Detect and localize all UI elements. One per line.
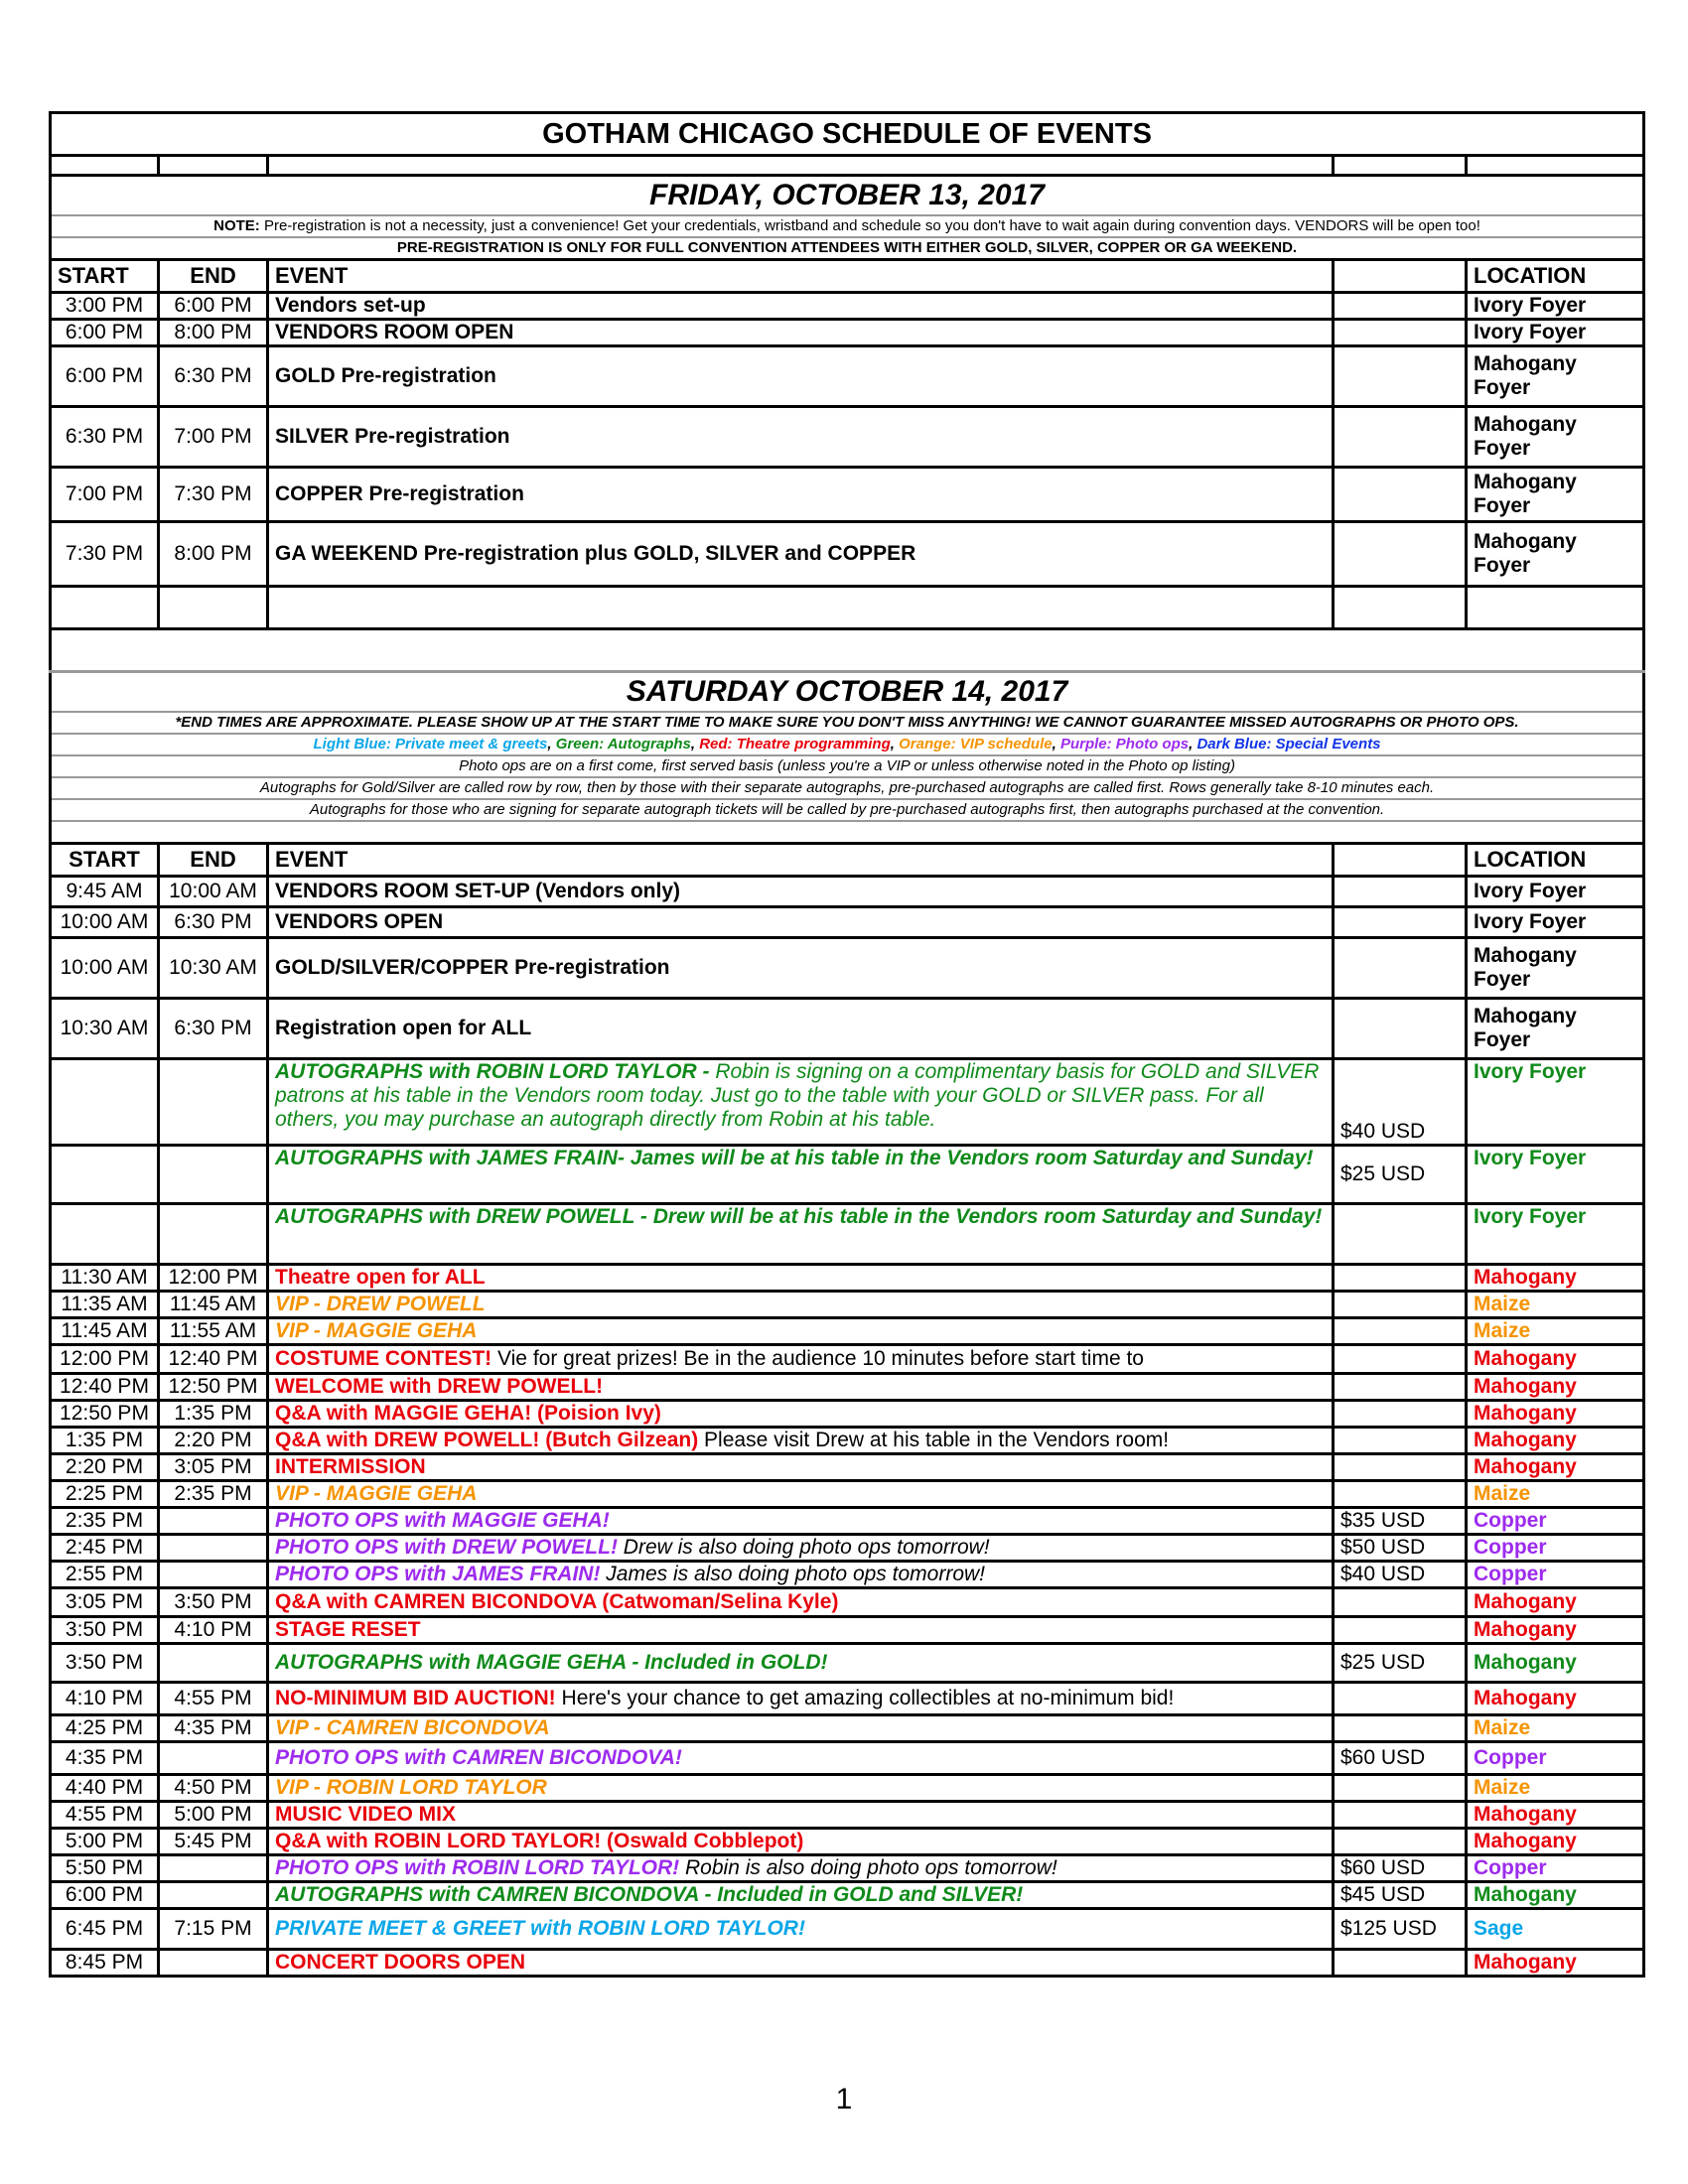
row-location: Ivory Foyer (1467, 1059, 1644, 1146)
row-start: 6:45 PM (51, 1909, 159, 1950)
row-event: GOLD Pre-registration (268, 346, 1334, 407)
row-price (1334, 522, 1467, 587)
legend-green: Green: Autographs (555, 736, 691, 752)
row-end (159, 1535, 268, 1562)
row-end: 6:30 PM (159, 999, 268, 1059)
row-event-detail: Vie for great prizes! Be in the audience 10 minutes before start time to (492, 1347, 1144, 1370)
row-event (268, 1345, 1334, 1374)
row-event: VIP - ROBIN LORD TAYLOR (268, 1775, 1334, 1802)
row-start: 2:25 PM (51, 1481, 159, 1508)
sat-col-price-header (1334, 844, 1467, 877)
row-event (268, 1855, 1334, 1882)
row-event (268, 1535, 1334, 1562)
saturday-note-1: *END TIMES ARE APPROXIMATE. PLEASE SHOW UP AT THE START TIME TO MAKE SURE YOU DON'T MISS ANYTHING! WE CANNOT GUARANTEE MISSED AUTOGRAPHS OR PHOTO OPS. (51, 712, 1644, 734)
row-price (1334, 293, 1467, 320)
row-location: Ivory Foyer (1467, 1204, 1644, 1265)
row-price: $25 USD (1334, 1146, 1467, 1204)
row-start: 11:45 AM (51, 1318, 159, 1345)
schedule-row (51, 1454, 1644, 1481)
row-event-lead: Q&A with DREW POWELL! (Butch Gilzean) (275, 1429, 699, 1451)
row-event: AUTOGRAPHS with JAMES FRAIN- James will be at his table in the Vendors room Saturday and Sunday! (268, 1146, 1334, 1204)
row-start: 11:35 AM (51, 1292, 159, 1318)
row-price (1334, 1265, 1467, 1292)
row-price: $50 USD (1334, 1535, 1467, 1562)
schedule-row (51, 1562, 1644, 1588)
row-start: 8:45 PM (51, 1950, 159, 1977)
row-end (159, 1204, 268, 1265)
row-end (159, 1882, 268, 1909)
row-price: $125 USD (1334, 1909, 1467, 1950)
row-event: Q&A with ROBIN LORD TAYLOR! (Oswald Cobblepot) (268, 1829, 1334, 1855)
row-start: 5:00 PM (51, 1829, 159, 1855)
schedule-row (51, 1950, 1644, 1977)
row-price (1334, 1683, 1467, 1715)
row-start: 10:00 AM (51, 938, 159, 999)
row-start: 4:25 PM (51, 1715, 159, 1742)
row-start: 6:30 PM (51, 407, 159, 468)
schedule-row (51, 320, 1644, 346)
row-location: Ivory Foyer (1467, 877, 1644, 907)
col-price-header (1334, 260, 1467, 293)
schedule-row (51, 1742, 1644, 1775)
row-event: COPPER Pre-registration (268, 468, 1334, 522)
row-end: 7:00 PM (159, 407, 268, 468)
row-start: 3:05 PM (51, 1588, 159, 1617)
saturday-note-3: Photo ops are on a first come, first served basis (unless you're a VIP or unless otherwise noted in the Photo op listing) (51, 755, 1644, 777)
row-event: Registration open for ALL (268, 999, 1334, 1059)
row-start: 1:35 PM (51, 1428, 159, 1454)
row-end: 4:55 PM (159, 1683, 268, 1715)
row-start: 2:45 PM (51, 1535, 159, 1562)
row-event: PHOTO OPS with MAGGIE GEHA! (268, 1508, 1334, 1535)
row-price (1334, 938, 1467, 999)
row-price (1334, 407, 1467, 468)
row-end: 11:55 AM (159, 1318, 268, 1345)
row-location: Ivory Foyer (1467, 1146, 1644, 1204)
row-end (159, 1855, 268, 1882)
row-start: 2:55 PM (51, 1562, 159, 1588)
schedule-row (51, 1204, 1644, 1265)
row-price: $40 USD (1334, 1562, 1467, 1588)
row-location: Maize (1467, 1292, 1644, 1318)
col-end-header: END (159, 260, 268, 293)
row-price: $60 USD (1334, 1742, 1467, 1775)
row-start: 7:30 PM (51, 522, 159, 587)
row-event-detail: Robin is also doing photo ops tomorrow! (679, 1856, 1057, 1879)
schedule-row (51, 1428, 1644, 1454)
row-location: Mahogany (1467, 1374, 1644, 1401)
row-end: 6:00 PM (159, 293, 268, 320)
row-price (1334, 1950, 1467, 1977)
schedule-row (51, 1775, 1644, 1802)
schedule-row (51, 1401, 1644, 1428)
schedule-row (51, 1715, 1644, 1742)
row-location: Mahogany (1467, 1802, 1644, 1829)
row-location: Copper (1467, 1855, 1644, 1882)
row-start: 5:50 PM (51, 1855, 159, 1882)
sat-col-start-header: START (51, 844, 159, 877)
row-event-detail: James is also doing photo ops tomorrow! (600, 1563, 985, 1585)
row-start: 4:10 PM (51, 1683, 159, 1715)
row-location: Mahogany Foyer (1467, 999, 1644, 1059)
schedule-row (51, 1882, 1644, 1909)
schedule-row (51, 1318, 1644, 1345)
schedule-row (51, 1146, 1644, 1204)
row-price (1334, 877, 1467, 907)
saturday-note-4: Autographs for Gold/Silver are called row by row, then by those with their separate autographs, pre-purchased autographs are called first. Rows generally take 8-10 minutes each. (51, 777, 1644, 799)
row-location: Mahogany (1467, 1882, 1644, 1909)
row-location: Mahogany Foyer (1467, 346, 1644, 407)
row-event: VENDORS ROOM SET-UP (Vendors only) (268, 877, 1334, 907)
row-price: $60 USD (1334, 1855, 1467, 1882)
schedule-row (51, 1059, 1644, 1146)
schedule-row (51, 1292, 1644, 1318)
row-end (159, 1562, 268, 1588)
row-location: Maize (1467, 1481, 1644, 1508)
row-location: Mahogany (1467, 1428, 1644, 1454)
row-event-detail: Robin is signing on a complimentary basis for GOLD and SILVER patrons at his table in the Vendors room today. Just go to the table with your GOLD or SILVER pass. For all others, you may purchase an autograph directly from Robin at his table. (275, 1060, 1320, 1131)
row-end: 6:30 PM (159, 907, 268, 938)
schedule-row (51, 1588, 1644, 1617)
row-start: 9:45 AM (51, 877, 159, 907)
legend-dark-blue: Dark Blue: Special Events (1196, 736, 1381, 752)
row-end: 2:35 PM (159, 1481, 268, 1508)
row-event: INTERMISSION (268, 1454, 1334, 1481)
row-price (1334, 1617, 1467, 1644)
row-end: 5:00 PM (159, 1802, 268, 1829)
schedule-row (51, 1481, 1644, 1508)
row-event: AUTOGRAPHS with DREW POWELL - Drew will be at his table in the Vendors room Saturday and Sunday! (268, 1204, 1334, 1265)
row-end (159, 1059, 268, 1146)
schedule-row (51, 1644, 1644, 1683)
sat-col-end-header: END (159, 844, 268, 877)
row-price (1334, 1318, 1467, 1345)
row-location: Ivory Foyer (1467, 293, 1644, 320)
row-event: VIP - MAGGIE GEHA (268, 1481, 1334, 1508)
row-end: 4:10 PM (159, 1617, 268, 1644)
row-location: Mahogany Foyer (1467, 938, 1644, 999)
row-event: AUTOGRAPHS with MAGGIE GEHA - Included in GOLD! (268, 1644, 1334, 1683)
row-start: 12:40 PM (51, 1374, 159, 1401)
row-price (1334, 1715, 1467, 1742)
schedule-row (51, 1345, 1644, 1374)
schedule-row (51, 999, 1644, 1059)
legend-red: Red: Theatre programming (699, 736, 891, 752)
row-start: 4:55 PM (51, 1802, 159, 1829)
row-start: 12:00 PM (51, 1345, 159, 1374)
row-event: VENDORS ROOM OPEN (268, 320, 1334, 346)
row-end: 12:50 PM (159, 1374, 268, 1401)
row-price (1334, 1345, 1467, 1374)
row-start: 6:00 PM (51, 320, 159, 346)
row-event-lead: PHOTO OPS with DREW POWELL! (275, 1536, 618, 1559)
row-price (1334, 1481, 1467, 1508)
schedule-row (51, 1802, 1644, 1829)
sat-col-event-header: EVENT (268, 844, 1334, 877)
row-location: Mahogany (1467, 1950, 1644, 1977)
row-end: 12:00 PM (159, 1265, 268, 1292)
row-location: Mahogany (1467, 1345, 1644, 1374)
row-price (1334, 1292, 1467, 1318)
row-event-lead: PHOTO OPS with ROBIN LORD TAYLOR! (275, 1856, 680, 1879)
row-end: 7:15 PM (159, 1909, 268, 1950)
row-location: Mahogany (1467, 1829, 1644, 1855)
row-end (159, 1508, 268, 1535)
row-location: Mahogany Foyer (1467, 468, 1644, 522)
row-price (1334, 1401, 1467, 1428)
row-end: 2:20 PM (159, 1428, 268, 1454)
row-price (1334, 468, 1467, 522)
row-end: 5:45 PM (159, 1829, 268, 1855)
row-location: Mahogany (1467, 1401, 1644, 1428)
row-event: Vendors set-up (268, 293, 1334, 320)
row-price (1334, 1775, 1467, 1802)
row-event: GA WEEKEND Pre-registration plus GOLD, SILVER and COPPER (268, 522, 1334, 587)
row-price: $45 USD (1334, 1882, 1467, 1909)
row-start: 10:30 AM (51, 999, 159, 1059)
col-start-header: START (51, 260, 159, 293)
row-location: Maize (1467, 1318, 1644, 1345)
row-end (159, 1950, 268, 1977)
row-start: 3:50 PM (51, 1617, 159, 1644)
schedule-row (51, 1909, 1644, 1950)
row-event-lead: COSTUME CONTEST! (275, 1347, 492, 1370)
row-event: Q&A with MAGGIE GEHA! (Poision Ivy) (268, 1401, 1334, 1428)
row-start: 10:00 AM (51, 907, 159, 938)
row-end: 3:50 PM (159, 1588, 268, 1617)
row-event (268, 1059, 1334, 1146)
row-end: 7:30 PM (159, 468, 268, 522)
row-price (1334, 907, 1467, 938)
row-start: 6:00 PM (51, 346, 159, 407)
row-event (268, 1562, 1334, 1588)
row-start: 2:20 PM (51, 1454, 159, 1481)
row-event: Q&A with CAMREN BICONDOVA (Catwoman/Selina Kyle) (268, 1588, 1334, 1617)
row-end: 8:00 PM (159, 522, 268, 587)
row-start: 4:40 PM (51, 1775, 159, 1802)
row-end: 4:50 PM (159, 1775, 268, 1802)
legend-light-blue: Light Blue: Private meet & greets (313, 736, 548, 752)
row-location: Mahogany Foyer (1467, 407, 1644, 468)
row-location: Mahogany (1467, 1265, 1644, 1292)
legend-purple: Purple: Photo ops (1059, 736, 1190, 752)
row-event: CONCERT DOORS OPEN (268, 1950, 1334, 1977)
row-start: 2:35 PM (51, 1508, 159, 1535)
row-price (1334, 1204, 1467, 1265)
friday-note: NOTE: Pre-registration is not a necessity, just a convenience! Get your credentials, wristband and schedule so you don't have to wait again during convention days. VENDORS will be open too! (51, 215, 1644, 237)
row-end: 4:35 PM (159, 1715, 268, 1742)
schedule-row (51, 1683, 1644, 1715)
schedule-row (51, 522, 1644, 587)
row-event: VENDORS OPEN (268, 907, 1334, 938)
schedule-sheet (49, 111, 1642, 1978)
schedule-table (49, 111, 1645, 1978)
row-event-lead: PHOTO OPS with JAMES FRAIN! (275, 1563, 601, 1585)
row-start: 7:00 PM (51, 468, 159, 522)
row-end (159, 1644, 268, 1683)
row-start (51, 1146, 159, 1204)
schedule-row (51, 346, 1644, 407)
row-end: 6:30 PM (159, 346, 268, 407)
sat-col-location-header: LOCATION (1467, 844, 1644, 877)
row-location: Ivory Foyer (1467, 320, 1644, 346)
row-end: 10:00 AM (159, 877, 268, 907)
row-price: $25 USD (1334, 1644, 1467, 1683)
row-location: Copper (1467, 1742, 1644, 1775)
friday-heading: FRIDAY, OCTOBER 13, 2017 (51, 176, 1644, 216)
row-event-detail: Here's your chance to get amazing collectibles at no-minimum bid! (555, 1687, 1175, 1709)
row-location: Mahogany Foyer (1467, 522, 1644, 587)
row-event (268, 1428, 1334, 1454)
row-event-detail: Please visit Drew at his table in the Vendors room! (698, 1429, 1170, 1451)
row-price (1334, 1374, 1467, 1401)
row-event-detail: Drew is also doing photo ops tomorrow! (617, 1536, 990, 1559)
schedule-row (51, 907, 1644, 938)
row-price (1334, 1588, 1467, 1617)
row-price: $35 USD (1334, 1508, 1467, 1535)
row-end (159, 1742, 268, 1775)
row-location: Mahogany (1467, 1454, 1644, 1481)
schedule-row (51, 1855, 1644, 1882)
row-event: GOLD/SILVER/COPPER Pre-registration (268, 938, 1334, 999)
schedule-row (51, 1829, 1644, 1855)
row-location: Ivory Foyer (1467, 907, 1644, 938)
schedule-row (51, 468, 1644, 522)
row-location: Maize (1467, 1715, 1644, 1742)
row-location: Copper (1467, 1508, 1644, 1535)
row-price (1334, 1802, 1467, 1829)
row-price (1334, 999, 1467, 1059)
row-event: AUTOGRAPHS with CAMREN BICONDOVA - Included in GOLD and SILVER! (268, 1882, 1334, 1909)
row-end: 11:45 AM (159, 1292, 268, 1318)
row-location: Maize (1467, 1775, 1644, 1802)
row-event: MUSIC VIDEO MIX (268, 1802, 1334, 1829)
row-event: VIP - MAGGIE GEHA (268, 1318, 1334, 1345)
row-end: 10:30 AM (159, 938, 268, 999)
row-event: Theatre open for ALL (268, 1265, 1334, 1292)
row-location: Copper (1467, 1562, 1644, 1588)
schedule-row (51, 1265, 1644, 1292)
row-price (1334, 1454, 1467, 1481)
row-start: 6:00 PM (51, 1882, 159, 1909)
row-event: WELCOME with DREW POWELL! (268, 1374, 1334, 1401)
row-location: Copper (1467, 1535, 1644, 1562)
schedule-row (51, 1535, 1644, 1562)
row-location: Mahogany (1467, 1588, 1644, 1617)
row-location: Mahogany (1467, 1683, 1644, 1715)
row-event-lead: AUTOGRAPHS with ROBIN LORD TAYLOR - (275, 1060, 716, 1083)
row-start: 3:00 PM (51, 293, 159, 320)
row-location: Mahogany (1467, 1617, 1644, 1644)
row-price (1334, 1829, 1467, 1855)
row-event: SILVER Pre-registration (268, 407, 1334, 468)
row-event: PHOTO OPS with CAMREN BICONDOVA! (268, 1742, 1334, 1775)
col-location-header: LOCATION (1467, 260, 1644, 293)
row-start (51, 1204, 159, 1265)
schedule-row (51, 877, 1644, 907)
col-event-header: EVENT (268, 260, 1334, 293)
row-start (51, 1059, 159, 1146)
row-start: 11:30 AM (51, 1265, 159, 1292)
row-price (1334, 346, 1467, 407)
row-start: 4:35 PM (51, 1742, 159, 1775)
row-event: VIP - DREW POWELL (268, 1292, 1334, 1318)
row-end: 12:40 PM (159, 1345, 268, 1374)
row-event: VIP - CAMREN BICONDOVA (268, 1715, 1334, 1742)
row-event: STAGE RESET (268, 1617, 1334, 1644)
row-start: 3:50 PM (51, 1644, 159, 1683)
row-price: $40 USD (1334, 1059, 1467, 1146)
row-event: PRIVATE MEET & GREET with ROBIN LORD TAYLOR! (268, 1909, 1334, 1950)
schedule-row (51, 407, 1644, 468)
row-end: 1:35 PM (159, 1401, 268, 1428)
schedule-row (51, 1374, 1644, 1401)
schedule-row (51, 1617, 1644, 1644)
row-event (268, 1683, 1334, 1715)
row-end: 8:00 PM (159, 320, 268, 346)
legend-orange: Orange: VIP schedule (899, 736, 1053, 752)
saturday-note-5: Autographs for those who are signing for separate autograph tickets will be called by pre-purchased autographs first, then autographs purchased at the convention. (51, 799, 1644, 821)
row-price (1334, 1428, 1467, 1454)
row-price (1334, 320, 1467, 346)
row-end (159, 1146, 268, 1204)
row-event-lead: NO-MINIMUM BID AUCTION! (275, 1687, 556, 1709)
row-start: 12:50 PM (51, 1401, 159, 1428)
schedule-row (51, 1508, 1644, 1535)
row-location: Sage (1467, 1909, 1644, 1950)
schedule-row (51, 938, 1644, 999)
schedule-row (51, 293, 1644, 320)
row-end: 3:05 PM (159, 1454, 268, 1481)
page-title: GOTHAM CHICAGO SCHEDULE OF EVENTS (51, 113, 1644, 156)
color-legend: Light Blue: Private meet & greets, Green: Autographs, Red: Theatre programming, Orange: VIP schedule, Purple: Photo ops, Dark Blue: Special Events (51, 734, 1644, 755)
friday-note-2: PRE-REGISTRATION IS ONLY FOR FULL CONVENTION ATTENDEES WITH EITHER GOLD, SILVER, COPPER OR GA WEEKEND. (51, 237, 1644, 260)
page-number: 1 (835, 2083, 853, 2116)
row-location: Mahogany (1467, 1644, 1644, 1683)
saturday-heading: SATURDAY OCTOBER 14, 2017 (51, 672, 1644, 713)
